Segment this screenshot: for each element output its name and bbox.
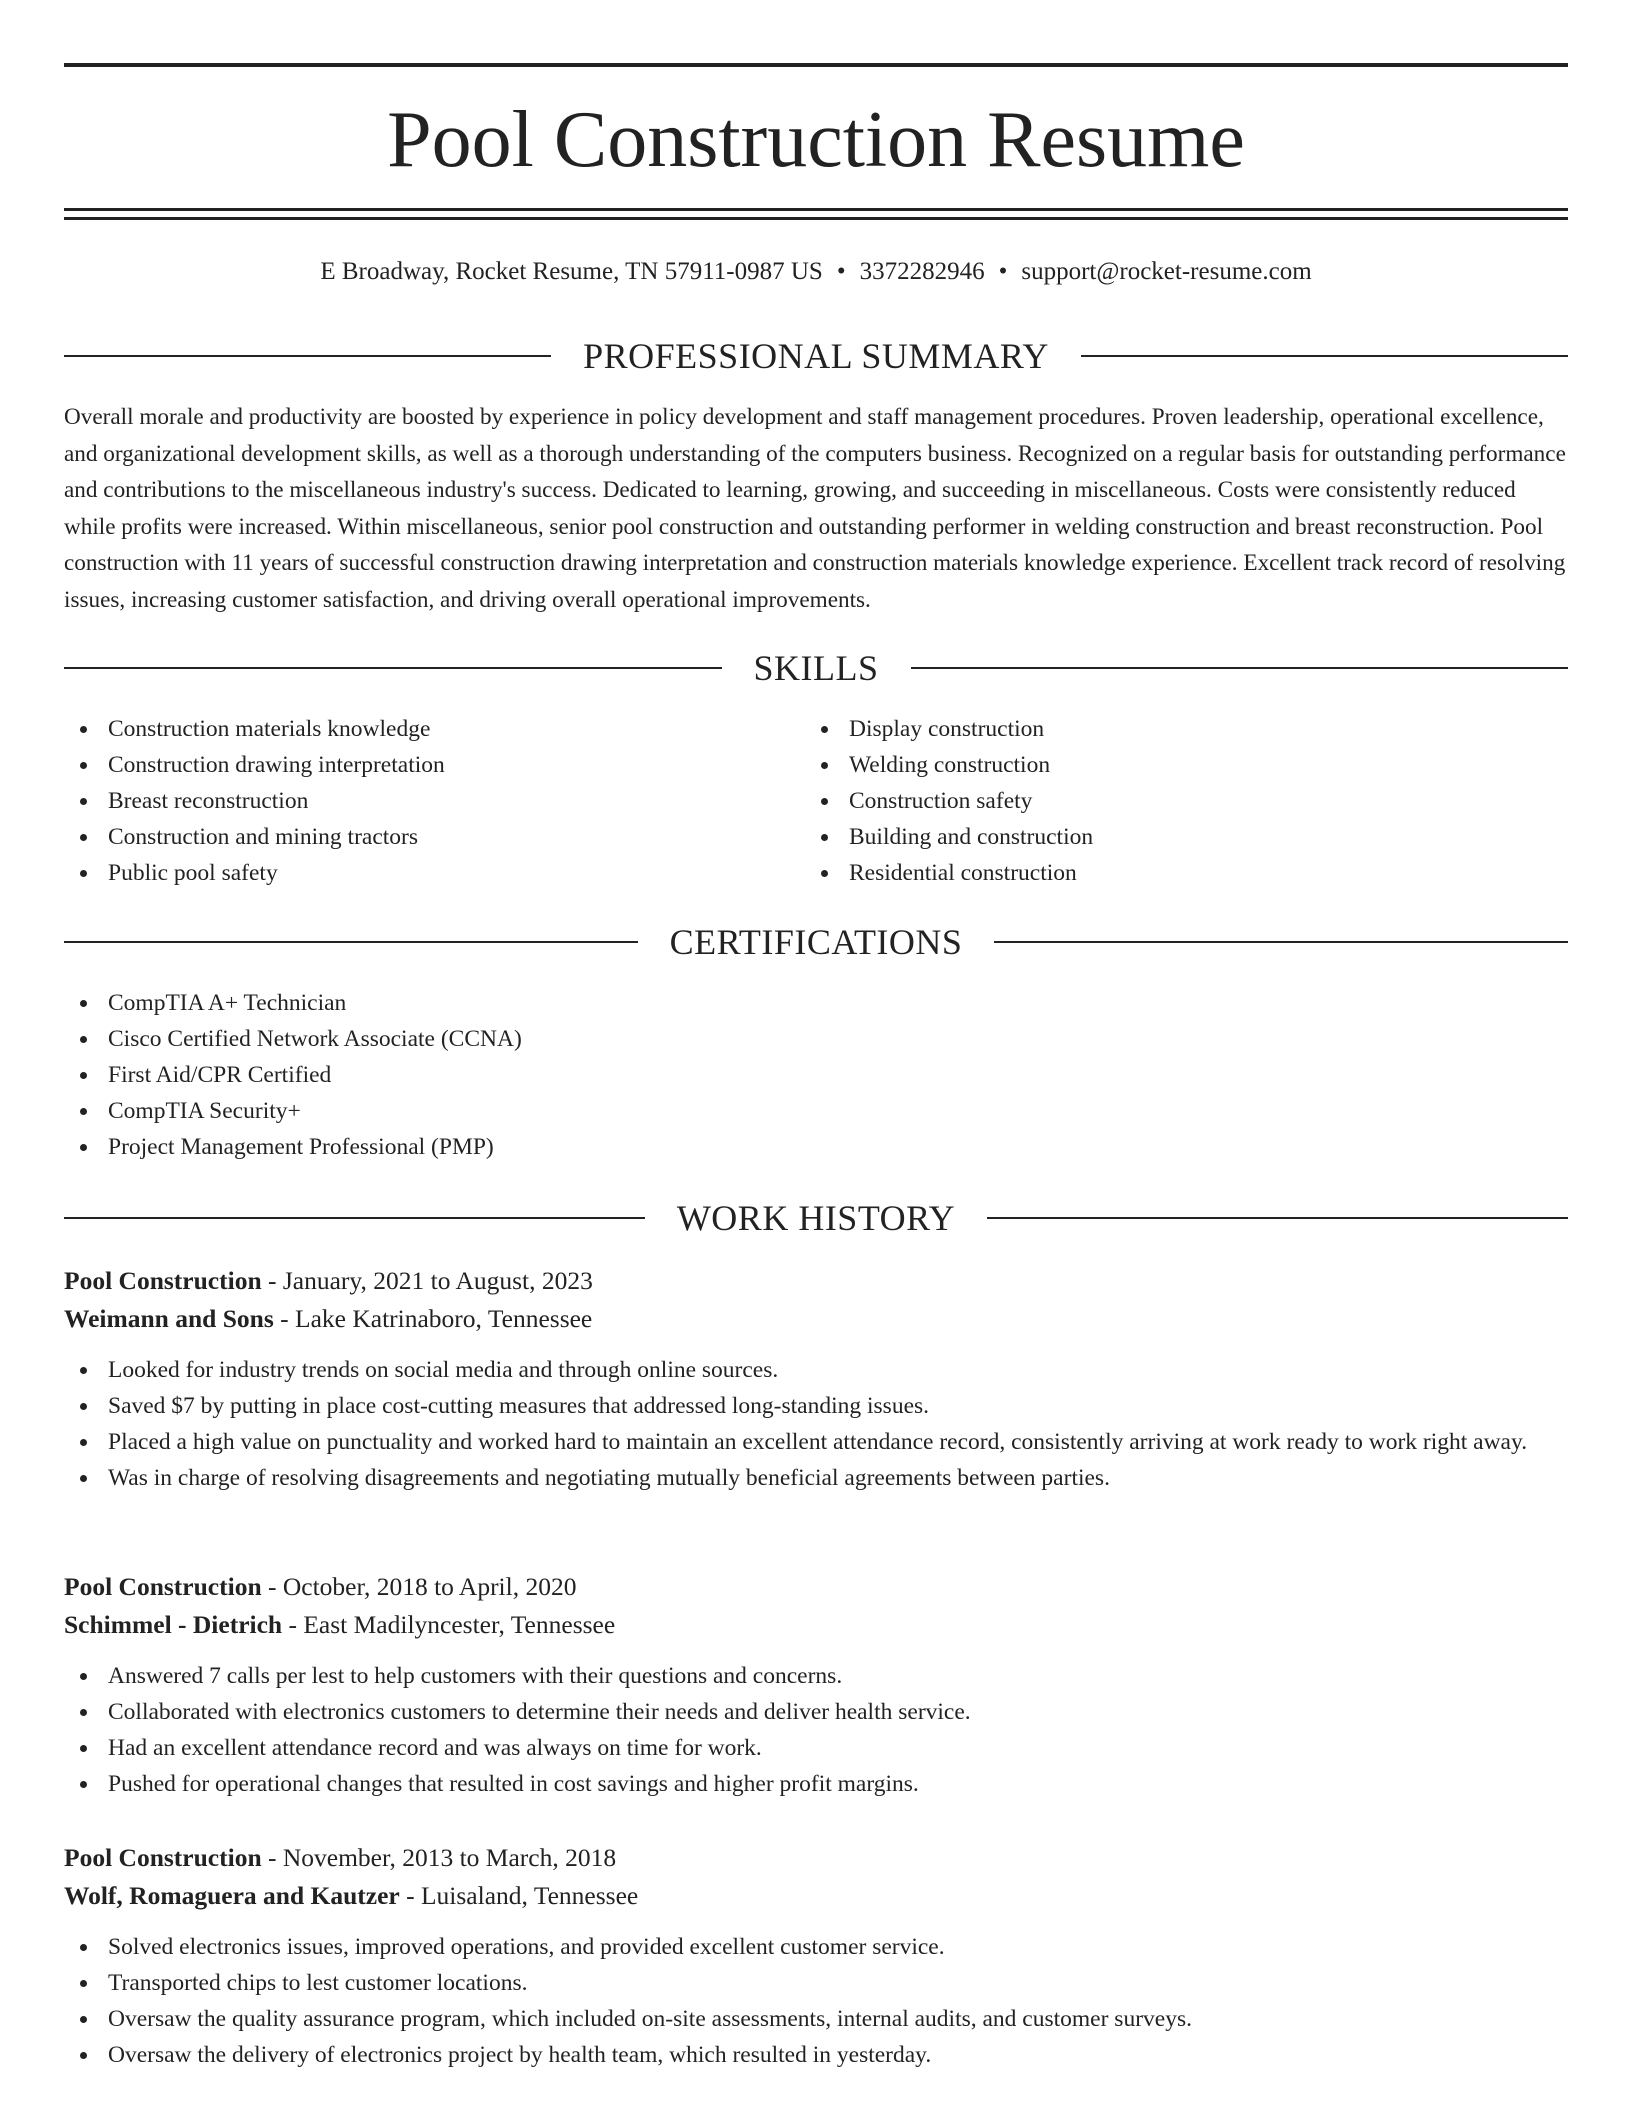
summary-text: Overall morale and productivity are boosted by experience in policy development and staff management procedures. Proven leadership, operational excellence, and organizational development skills, as well as a thorough understanding of the computers business. Recognized on a regular basis for outstanding performance and contributions to the miscellaneous industry's success. Dedicated to learning, growing, and succeeding in miscellaneous. Costs were consistently reduced while profits were increased. Within miscellaneous, senior pool construction and outstanding performer in welding construction and breast reconstruction. Pool construction with 11 years of successful construction drawing interpretation and construction materials knowledge experience. Excellent track record of resolving issues, increasing customer satisfaction, and driving overall operational improvements. bbox=[64, 404, 1566, 613]
job-bullets bbox=[64, 1929, 1568, 2073]
list-item: Solved electronics issues, improved operations, and provided excellent customer service. bbox=[64, 1929, 1568, 1965]
certifications-list bbox=[64, 985, 1064, 1165]
section-title: SKILLS bbox=[753, 648, 879, 688]
job-location: - Luisaland, Tennessee bbox=[399, 1881, 639, 1910]
job-title: Pool Construction bbox=[64, 1843, 262, 1872]
list-item: Construction and mining tractors bbox=[64, 819, 744, 855]
list-item: Answered 7 calls per lest to help customers with their questions and concerns. bbox=[64, 1658, 1568, 1694]
job-title-line bbox=[64, 1839, 1568, 1877]
contact-line bbox=[64, 252, 1568, 292]
list-item: Transported chips to lest customer locations. bbox=[64, 1965, 1568, 2001]
section-rule bbox=[987, 1217, 1568, 1219]
list-item: Oversaw the quality assurance program, which included on-site assessments, internal audits, and customer surveys. bbox=[64, 2001, 1568, 2037]
job-company: Weimann and Sons bbox=[64, 1304, 274, 1333]
list-item: Display construction bbox=[805, 711, 1485, 747]
skills-list bbox=[805, 711, 1485, 891]
section-rule bbox=[64, 667, 722, 669]
skills-right-column bbox=[805, 711, 1485, 891]
job-bullets bbox=[64, 1352, 1568, 1496]
list-item: Placed a high value on punctuality and worked hard to maintain an excellent attendance record, consistently arriving at work ready to work right away. bbox=[64, 1424, 1568, 1460]
job-title: Pool Construction bbox=[64, 1266, 262, 1295]
contact-separator: • bbox=[998, 258, 1008, 285]
list-item: CompTIA A+ Technician bbox=[64, 985, 1064, 1021]
section-rule bbox=[64, 1217, 645, 1219]
section-rule bbox=[1081, 355, 1568, 357]
skills-left-column bbox=[64, 711, 744, 891]
section-rule bbox=[911, 667, 1569, 669]
section-header-skills bbox=[64, 646, 1568, 690]
section-header-certifications bbox=[64, 920, 1568, 964]
job-company-line bbox=[64, 1877, 1568, 1915]
list-item: Pushed for operational changes that resulted in cost savings and higher profit margins. bbox=[64, 1766, 1568, 1802]
contact-phone: 3372282946 bbox=[859, 258, 985, 285]
job-entry bbox=[64, 1568, 1568, 1802]
section-rule bbox=[64, 941, 638, 943]
section-rule bbox=[994, 941, 1568, 943]
job-dates: - October, 2018 to April, 2020 bbox=[261, 1572, 577, 1601]
skills-list bbox=[64, 711, 744, 891]
job-company: Wolf, Romaguera and Kautzer bbox=[64, 1881, 400, 1910]
job-title: Pool Construction bbox=[64, 1572, 262, 1601]
list-item: Collaborated with electronics customers to determine their needs and deliver health service. bbox=[64, 1694, 1568, 1730]
list-item: Saved $7 by putting in place cost-cutting measures that addressed long-standing issues. bbox=[64, 1388, 1568, 1424]
section-header-summary bbox=[64, 334, 1568, 378]
list-item: First Aid/CPR Certified bbox=[64, 1057, 1064, 1093]
list-item: Breast reconstruction bbox=[64, 783, 744, 819]
list-item: Was in charge of resolving disagreements and negotiating mutually beneficial agreements between parties. bbox=[64, 1460, 1568, 1496]
job-company-line bbox=[64, 1300, 1568, 1338]
list-item: Building and construction bbox=[805, 819, 1485, 855]
contact-separator: • bbox=[836, 258, 846, 285]
section-rule bbox=[64, 355, 551, 357]
contact-address: E Broadway, Rocket Resume, TN 57911-0987 US bbox=[320, 258, 823, 285]
section-title: CERTIFICATIONS bbox=[669, 922, 963, 962]
job-entry bbox=[64, 1839, 1568, 2073]
job-company: Schimmel - Dietrich bbox=[64, 1610, 283, 1639]
job-title-line bbox=[64, 1262, 1568, 1300]
job-company-line bbox=[64, 1606, 1568, 1644]
job-entry bbox=[64, 1262, 1568, 1496]
list-item: Construction safety bbox=[805, 783, 1485, 819]
job-location: - East Madilyncester, Tennessee bbox=[282, 1610, 616, 1639]
job-dates: - November, 2013 to March, 2018 bbox=[261, 1843, 617, 1872]
section-title: PROFESSIONAL SUMMARY bbox=[583, 336, 1049, 376]
list-item: Looked for industry trends on social media and through online sources. bbox=[64, 1352, 1568, 1388]
list-item: Construction drawing interpretation bbox=[64, 747, 744, 783]
contact-email: support@rocket-resume.com bbox=[1021, 258, 1312, 285]
list-item: Public pool safety bbox=[64, 855, 744, 891]
list-item: Residential construction bbox=[805, 855, 1485, 891]
job-dates: - January, 2021 to August, 2023 bbox=[261, 1266, 593, 1295]
job-bullets bbox=[64, 1658, 1568, 1802]
resume-title: Pool Construction Resume bbox=[387, 96, 1245, 184]
list-item: Cisco Certified Network Associate (CCNA) bbox=[64, 1021, 1064, 1057]
list-item: Construction materials knowledge bbox=[64, 711, 744, 747]
certifications-block bbox=[64, 985, 1064, 1165]
title-double-rule bbox=[64, 208, 1568, 220]
list-item: CompTIA Security+ bbox=[64, 1093, 1064, 1129]
job-title-line bbox=[64, 1568, 1568, 1606]
top-rule bbox=[64, 63, 1568, 67]
section-title: WORK HISTORY bbox=[676, 1198, 956, 1238]
list-item: Project Management Professional (PMP) bbox=[64, 1129, 1064, 1165]
job-location: - Lake Katrinaboro, Tennessee bbox=[273, 1304, 593, 1333]
list-item: Welding construction bbox=[805, 747, 1485, 783]
section-header-work-history bbox=[64, 1196, 1568, 1240]
list-item: Had an excellent attendance record and was always on time for work. bbox=[64, 1730, 1568, 1766]
list-item: Oversaw the delivery of electronics project by health team, which resulted in yesterday. bbox=[64, 2037, 1568, 2073]
